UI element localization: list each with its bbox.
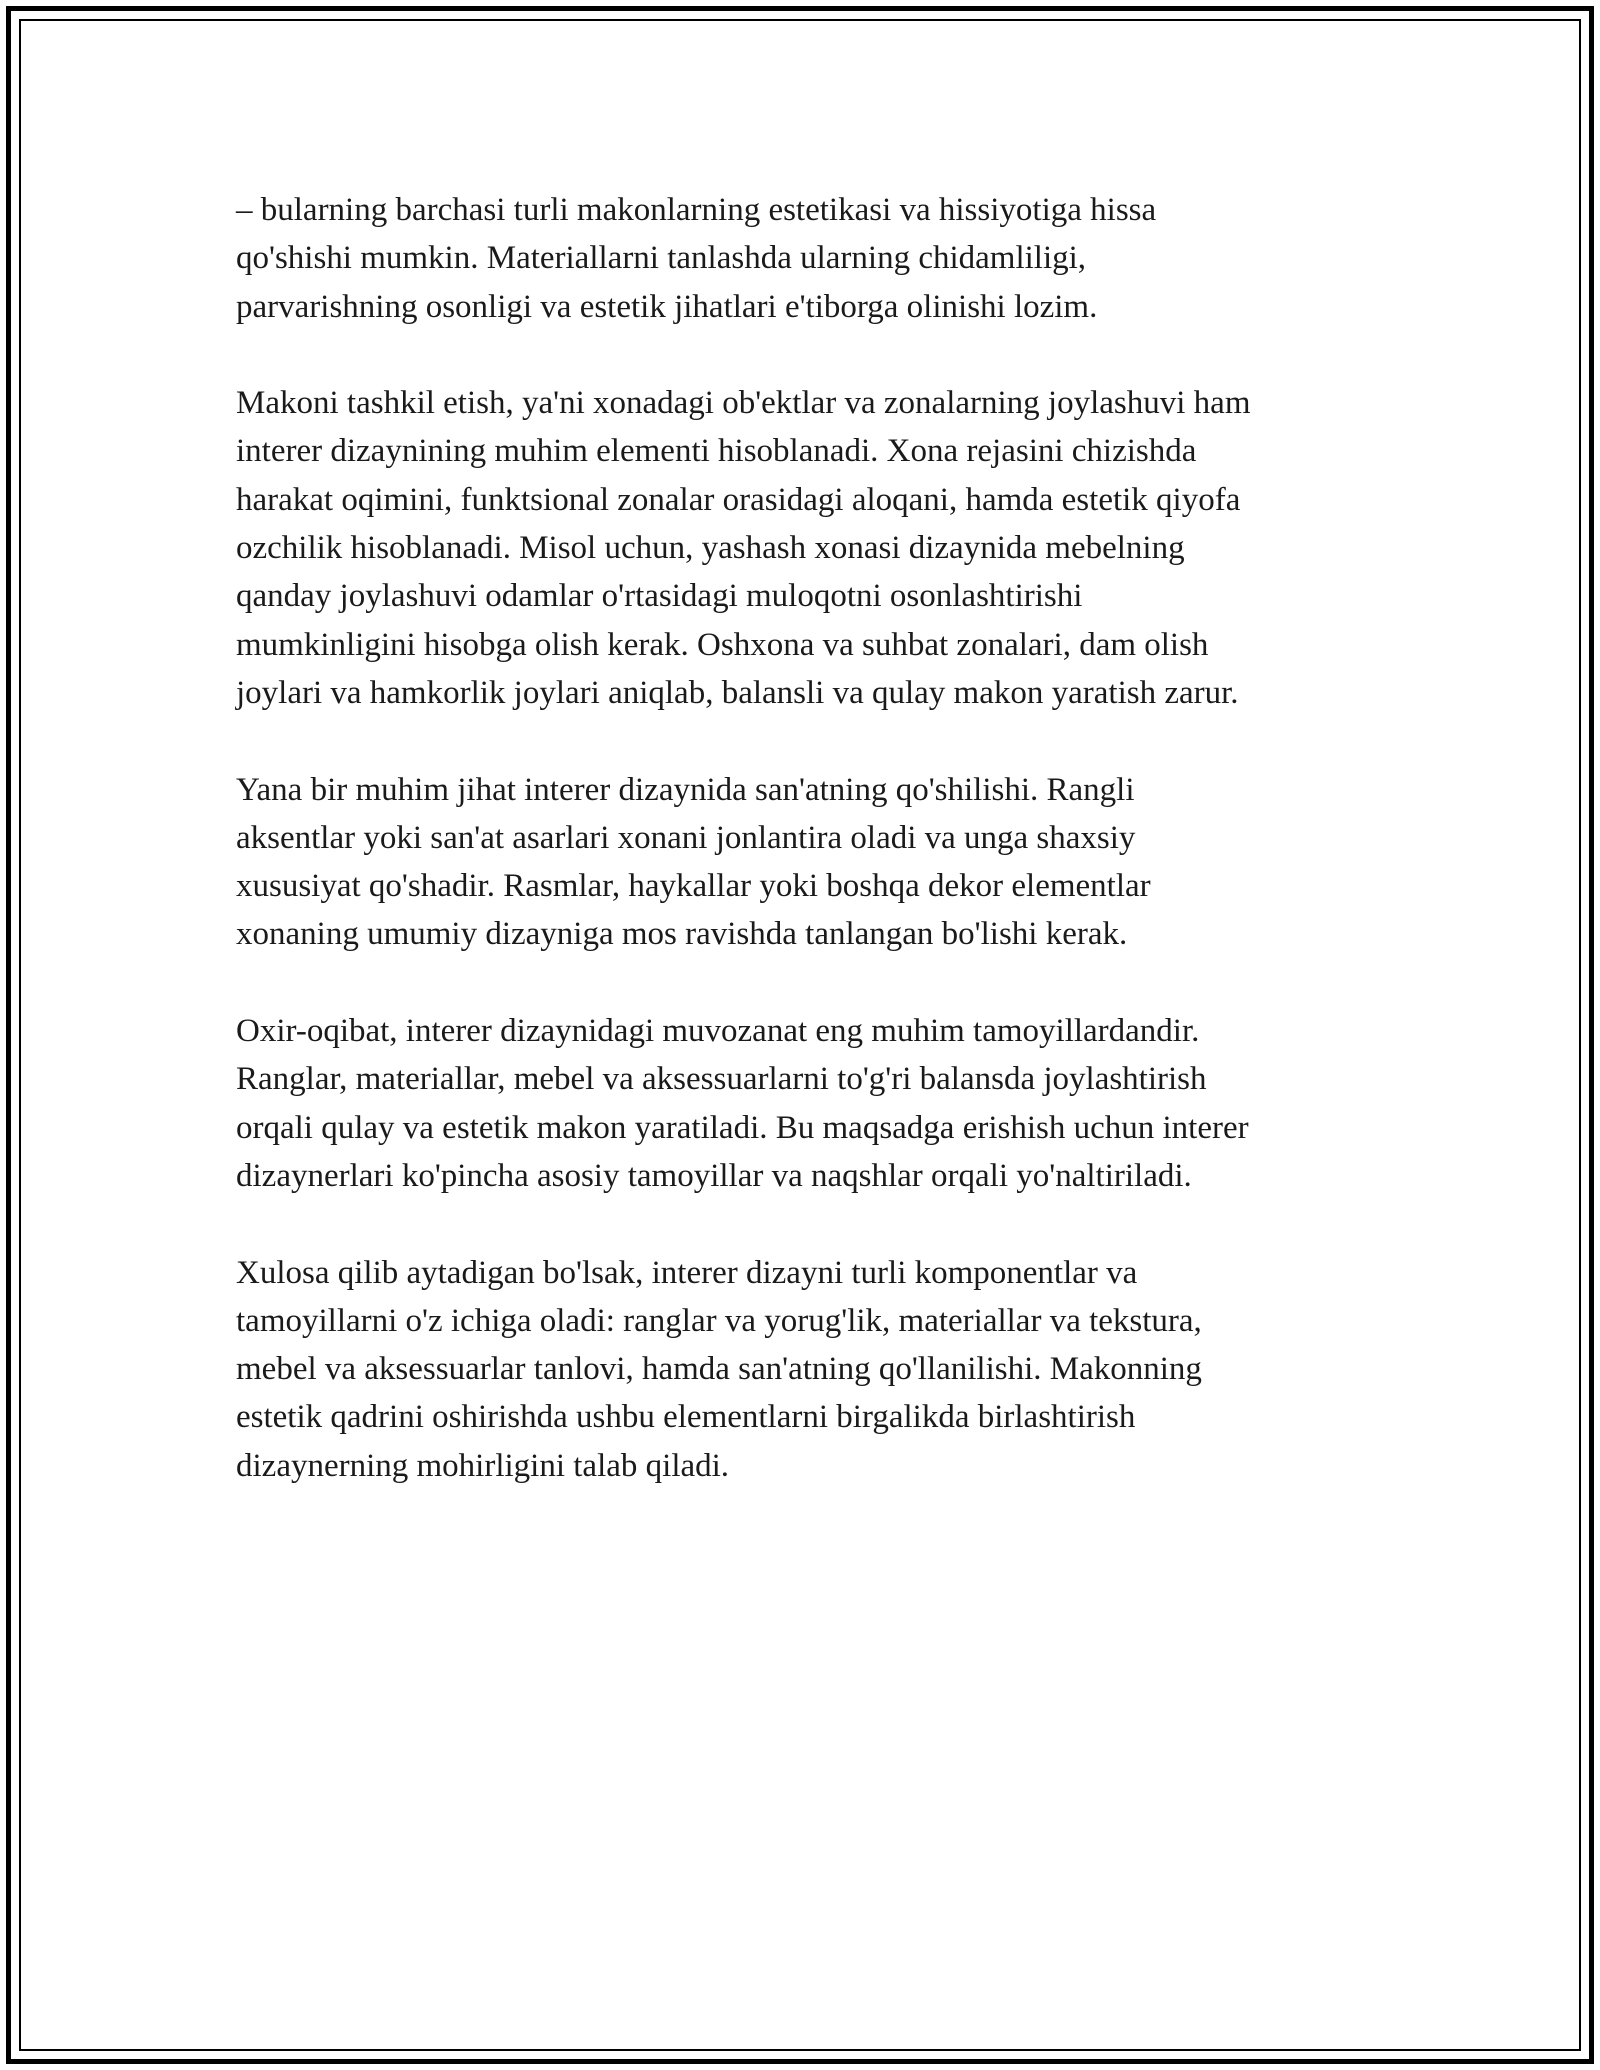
text-line: estetik qadrini oshirishda ushbu elementlarni birgalikda birlashtirish xyxy=(236,1399,1136,1436)
text-line: xonaning umumiy dizayniga mos ravishda tanlangan bo'lishi kerak. xyxy=(236,916,1128,953)
text-line: dizaynerning mohirligini talab qiladi. xyxy=(236,1447,730,1484)
paragraph-5 xyxy=(236,1249,1376,1490)
text-line: mebel va aksessuarlar tanlovi, hamda san'atning qo'llanilishi. Makonning xyxy=(236,1351,1202,1388)
text-line: joylari va hamkorlik joylari aniqlab, balansli va qulay makon yaratish zarur. xyxy=(236,674,1239,711)
text-line: harakat oqimini, funktsional zonalar orasidagi aloqani, hamda estetik qiyofa xyxy=(236,481,1241,518)
paragraph-1 xyxy=(236,186,1376,331)
text-line: parvarishning osonligi va estetik jihatlari e'tiborga olinishi lozim. xyxy=(236,288,1098,325)
document-body xyxy=(236,186,1376,1538)
paragraph-4 xyxy=(236,1007,1376,1200)
text-line: xususiyat qo'shadir. Rasmlar, haykallar yoki boshqa dekor elementlar xyxy=(236,868,1151,905)
text-line: Ranglar, materiallar, mebel va aksessuarlarni to'g'ri balansda joylashtirish xyxy=(236,1061,1207,1098)
text-line: Makoni tashkil etish, ya'ni xonadagi ob'ektlar va zonalarning joylashuvi ham xyxy=(236,385,1251,422)
text-line: Oxir-oqibat, interer dizaynidagi muvozanat eng muhim tamoyillardandir. xyxy=(236,1013,1200,1050)
text-line: tamoyillarni o'z ichiga oladi: ranglar va yorug'lik, materiallar va tekstura, xyxy=(236,1302,1202,1339)
paragraph-2 xyxy=(236,379,1376,717)
text-line: qanday joylashuvi odamlar o'rtasidagi muloqotni osonlashtirishi xyxy=(236,578,1083,615)
text-line: qo'shishi mumkin. Materiallarni tanlashda ularning chidamliligi, xyxy=(236,240,1087,277)
text-line: Xulosa qilib aytadigan bo'lsak, interer dizayni turli komponentlar va xyxy=(236,1254,1138,1291)
text-line: mumkinligini hisobga olish kerak. Oshxona va suhbat zonalari, dam olish xyxy=(236,626,1209,663)
text-line: interer dizaynining muhim elementi hisoblanadi. Xona rejasini chizishda xyxy=(236,433,1197,470)
text-line: aksentlar yoki san'at asarlari xonani jonlantira oladi va unga shaxsiy xyxy=(236,819,1136,856)
text-line: orqali qulay va estetik makon yaratiladi. Bu maqsadga erishish uchun interer xyxy=(236,1109,1249,1146)
text-line: – bularning barchasi turli makonlarning estetikasi va hissiyotiga hissa xyxy=(236,192,1157,228)
text-line: dizaynerlari ko'pincha asosiy tamoyillar va naqshlar orqali yo'naltiriladi. xyxy=(236,1157,1192,1194)
text-line: Yana bir muhim jihat interer dizaynida san'atning qo'shilishi. Rangli xyxy=(236,771,1135,808)
text-line: ozchilik hisoblanadi. Misol uchun, yashash xonasi dizaynida mebelning xyxy=(236,530,1185,567)
paragraph-3 xyxy=(236,766,1376,959)
